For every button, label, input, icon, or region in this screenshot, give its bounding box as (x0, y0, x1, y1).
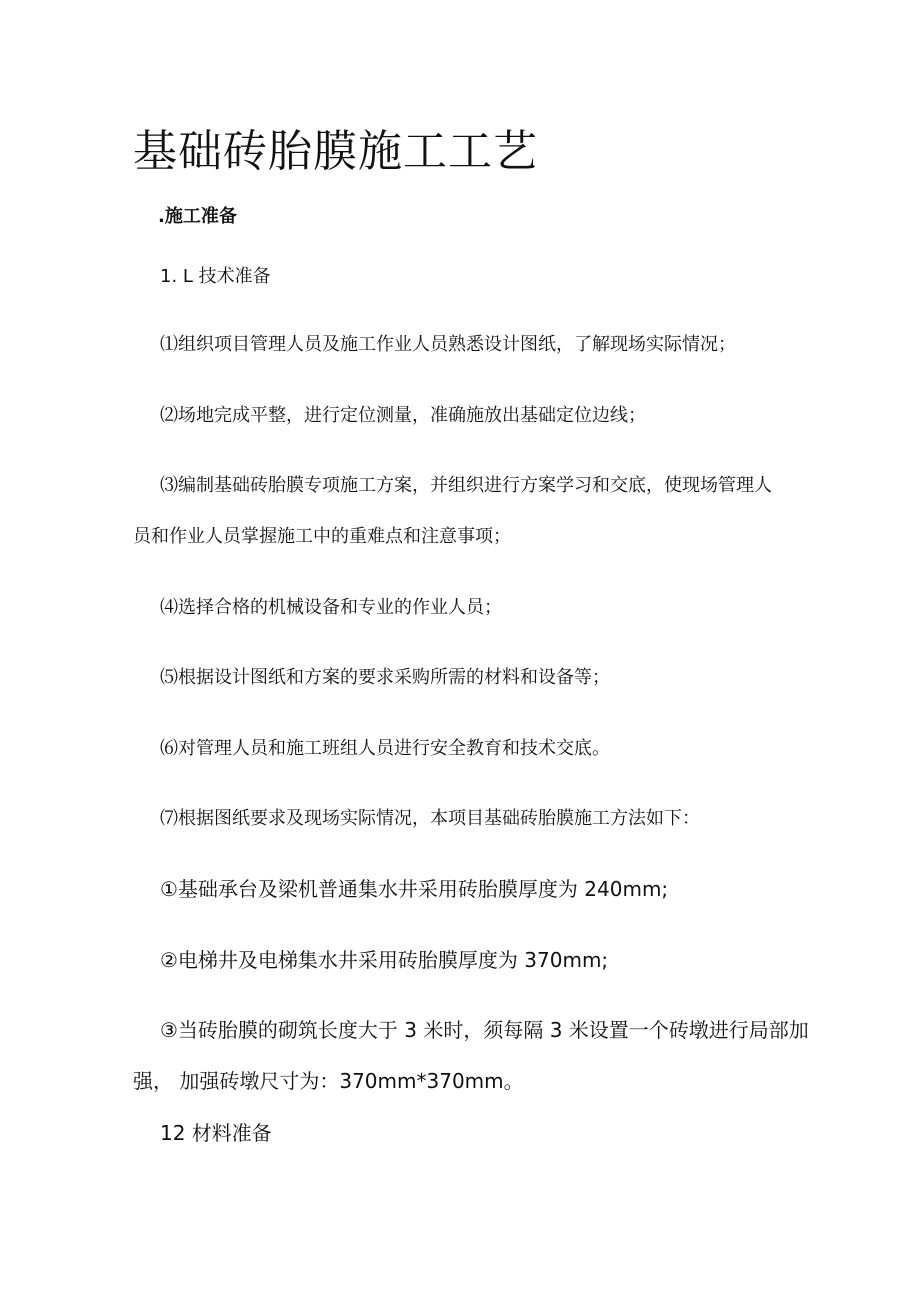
subsection-heading-materials: 12 材料准备 (160, 1121, 272, 1145)
list-item: ⑸根据设计图纸和方案的要求采购所需的材料和设备等； (160, 667, 610, 688)
list-item: ⑴组织项目管理人员及施工作业人员熟悉设计图纸，了解现场实际情况； (160, 334, 736, 355)
document-title: 基础砖胎膜施工工艺 (133, 126, 538, 177)
sub-list-item: ③当砖胎膜的砌筑长度大于 3 米时，须每隔 3 米设置一个砖墩进行局部加 (160, 1018, 809, 1042)
list-item: ⑷选择合格的机械设备和专业的作业人员； (160, 597, 502, 618)
list-item: ⑵场地完成平整，进行定位测量，准确施放出基础定位边线； (160, 405, 646, 426)
sub-list-item: ①基础承台及梁机普通集水井采用砖胎膜厚度为 240mm; (160, 877, 669, 901)
list-item: ⑶编制基础砖胎膜专项施工方案，并组织进行方案学习和交底，使现场管理人 (160, 475, 772, 496)
section-heading: .施工准备 (158, 206, 237, 227)
list-item-continuation: 员和作业人员掌握施工中的重难点和注意事项； (133, 526, 511, 547)
sub-list-item: ②电梯井及电梯集水井采用砖胎膜厚度为 370mm; (160, 948, 609, 972)
list-item: ⑹对管理人员和施工班组人员进行安全教育和技术交底。 (160, 738, 610, 759)
sub-list-item-continuation: 强， 加强砖墩尺寸为：370mm*370mm。 (133, 1069, 524, 1093)
list-item: ⑺根据图纸要求及现场实际情况，本项目基础砖胎膜施工方法如下： (160, 808, 700, 829)
subsection-heading-technical: 1. L 技术准备 (160, 266, 271, 287)
